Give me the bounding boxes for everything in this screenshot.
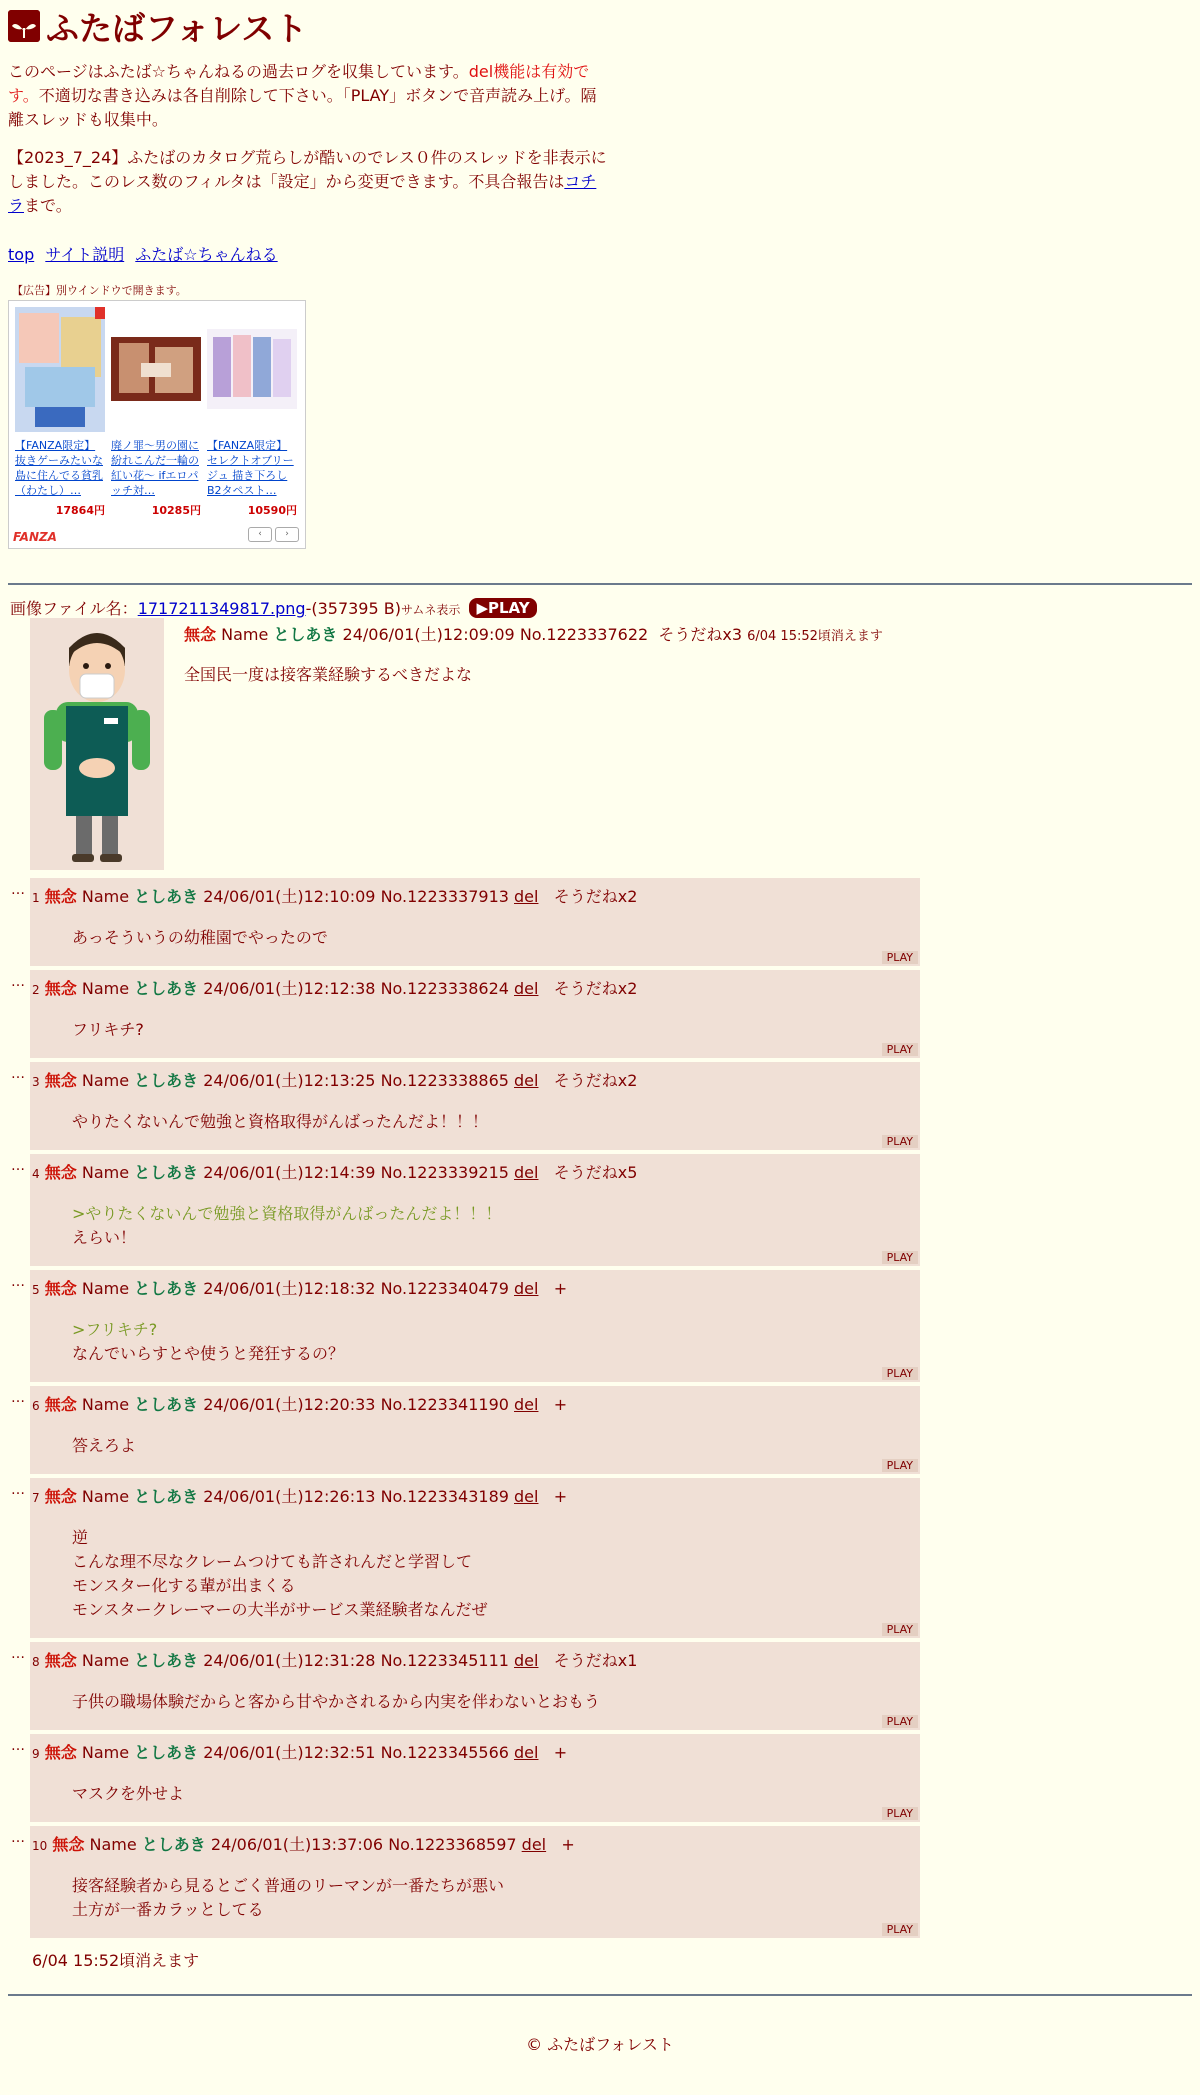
reply-play-button[interactable]: PLAY: [882, 1923, 918, 1936]
reply-body: [72, 1782, 184, 1806]
ad-next-button[interactable]: ›: [275, 527, 299, 542]
reply-soudane[interactable]: +: [553, 1743, 568, 1762]
reply-date: 24/06/01(土)12:32:51: [203, 1743, 376, 1762]
site-title: ふたばフォレスト: [46, 8, 308, 48]
reply-quote-line: >やりたくないんで勉強と資格取得がんばったんだよ！！！: [72, 1204, 502, 1223]
op-expire: 6/04 15:52頃消えます: [747, 629, 883, 644]
reply-soudane[interactable]: +: [553, 1279, 568, 1298]
reply: [11, 1270, 920, 1382]
reply-number[interactable]: No.1223338624: [380, 979, 509, 998]
reply-date: 24/06/01(土)12:26:13: [203, 1487, 376, 1506]
reply-body: [72, 1202, 501, 1250]
reply-index: 7: [32, 1491, 40, 1505]
reply-line: 接客経験者から見るとごく普通のリーマンが一番たちが悪い: [72, 1876, 505, 1895]
site-notice: [8, 60, 608, 132]
ad-price: 10590円: [247, 504, 297, 517]
report-link[interactable]: コチラ: [8, 172, 597, 215]
ad-thumbnail[interactable]: [207, 307, 297, 432]
reply-del-link[interactable]: del: [521, 1835, 547, 1854]
reply: [11, 1478, 920, 1638]
reply-header: [32, 1832, 575, 1855]
nav-top-link[interactable]: top: [8, 245, 35, 264]
divider: [8, 583, 1192, 585]
reply-menu-dots[interactable]: …: [11, 1158, 25, 1174]
reply-header: [32, 1484, 567, 1507]
nav-links: [8, 242, 608, 265]
reply-play-button[interactable]: PLAY: [882, 1715, 918, 1728]
reply-body: [72, 926, 328, 950]
reply-line: マスクを外せよ: [72, 1784, 185, 1803]
reply-number[interactable]: No.1223368597: [388, 1835, 517, 1854]
reply-index: 10: [32, 1839, 48, 1853]
reply: [11, 1734, 920, 1822]
reply-line: 逆: [72, 1528, 89, 1547]
reply-number[interactable]: No.1223339215: [380, 1163, 509, 1182]
reply-subject: 無念: [44, 1279, 77, 1298]
reply-del-link[interactable]: del: [514, 1487, 539, 1506]
reply-name-label: Name: [81, 979, 130, 998]
reply-index: 8: [32, 1655, 40, 1669]
reply-header: [32, 1648, 637, 1671]
reply-name: としあき: [141, 1835, 206, 1854]
reply-header: [32, 1160, 637, 1183]
nav-futaba-link[interactable]: ふたば☆ちゃんねる: [135, 245, 278, 264]
reply-play-button[interactable]: PLAY: [882, 1135, 918, 1148]
ad-cover-image: [207, 307, 297, 432]
divider: [8, 1994, 1192, 1996]
reply-name-label: Name: [81, 1743, 130, 1762]
reply-line: あっそういうの幼稚園でやったので: [72, 928, 328, 947]
reply-name: としあき: [134, 1071, 199, 1090]
ad-thumbnail[interactable]: [15, 307, 105, 432]
reply-body: [72, 1110, 488, 1134]
reply-date: 24/06/01(土)12:18:32: [203, 1279, 376, 1298]
reply-menu-dots[interactable]: …: [11, 1066, 25, 1082]
reply-number[interactable]: No.1223341190: [380, 1395, 509, 1414]
reply-number[interactable]: No.1223338865: [380, 1071, 509, 1090]
op-header: [184, 622, 883, 645]
reply-menu-dots[interactable]: …: [11, 1830, 25, 1846]
fanza-logo: FANZA: [13, 530, 57, 544]
ad-item[interactable]: [15, 307, 105, 518]
reply-name-label: Name: [81, 1651, 130, 1670]
reply-del-link[interactable]: del: [514, 1395, 539, 1414]
reply: [11, 878, 920, 966]
reply-quote-line: >フリキチ?: [72, 1320, 158, 1339]
reply-index: 2: [32, 983, 40, 997]
reply-name-label: Name: [81, 1487, 130, 1506]
reply-del-link[interactable]: del: [514, 1743, 539, 1762]
clerk-illustration: [30, 618, 164, 870]
thread-expire: 6/04 15:52頃消えます: [32, 1951, 200, 1970]
reply-body: [72, 1526, 488, 1622]
update-notice: [8, 146, 608, 218]
file-label: 画像ファイル名：: [10, 599, 138, 618]
reply-line: 土方が一番カラッとしてる: [72, 1900, 264, 1919]
reply-body: [72, 1434, 136, 1458]
reply-soudane[interactable]: そうだねx2: [553, 887, 638, 906]
op-name-label: Name: [221, 625, 269, 644]
reply-number[interactable]: No.1223337913: [380, 887, 509, 906]
reply-body: [72, 1690, 600, 1714]
reply-name: としあき: [134, 887, 199, 906]
reply-line: モンスタークレーマーの大半がサービス業経験者なんだぜ: [72, 1600, 488, 1619]
reply-name-label: Name: [89, 1835, 137, 1854]
reply-body: [72, 1018, 144, 1042]
reply-header: [32, 976, 637, 999]
reply-subject: 無念: [44, 979, 77, 998]
footer: © ふたばフォレスト: [526, 2035, 674, 2054]
site-header: [8, 6, 608, 265]
reply-date: 24/06/01(土)12:10:09: [203, 887, 376, 906]
reply-header: [32, 1392, 567, 1415]
reply-soudane[interactable]: +: [553, 1395, 568, 1414]
ad-title[interactable]: 廃ノ罪〜男の園に紛れこんだ一輪の紅い花〜 ifエロパッチ対…: [111, 439, 199, 497]
reply-soudane[interactable]: +: [553, 1487, 568, 1506]
reply-del-link[interactable]: del: [514, 1279, 539, 1298]
ad-arrows: [248, 527, 299, 542]
ad-cover-image: [111, 307, 201, 432]
reply-play-button[interactable]: PLAY: [882, 1459, 918, 1472]
reply-date: 24/06/01(土)12:31:28: [203, 1651, 376, 1670]
reply-name: としあき: [134, 1487, 199, 1506]
reply-subject: 無念: [44, 1487, 77, 1506]
reply-subject: 無念: [44, 1071, 77, 1090]
reply-subject: 無念: [44, 1163, 77, 1182]
ad-thumbnail[interactable]: [111, 307, 201, 432]
nav-about-link[interactable]: サイト説明: [45, 245, 125, 264]
reply-menu-dots[interactable]: …: [11, 1738, 25, 1754]
reply-menu-dots[interactable]: …: [11, 1482, 25, 1498]
reply-menu-dots[interactable]: …: [11, 1646, 25, 1662]
ad-title[interactable]: 【FANZA限定】抜きゲーみたいな島に住んでる貧乳（わたし）…: [15, 439, 103, 497]
file-info: [10, 596, 537, 619]
op-soudane[interactable]: そうだねx3: [658, 625, 743, 644]
reply-line: モンスター化する輩が出まくる: [72, 1576, 296, 1595]
ad-title[interactable]: 【FANZA限定】セレクトオブリージュ 描き下ろしB2タペスト…: [207, 439, 294, 497]
reply-del-link[interactable]: del: [514, 1163, 539, 1182]
reply-soudane[interactable]: そうだねx2: [553, 1071, 638, 1090]
ad-box: [8, 300, 306, 549]
reply-soudane[interactable]: そうだねx2: [553, 979, 638, 998]
reply-header: [32, 1740, 567, 1763]
reply-index: 6: [32, 1399, 40, 1413]
reply-line: 子供の職場体験だからと客から甘やかされるから内実を伴わないとおもう: [72, 1692, 601, 1711]
reply-line: 答えろよ: [72, 1436, 137, 1455]
reply-header: [32, 1068, 637, 1091]
ad-caption: 【広告】別ウインドウで開きます。: [12, 284, 187, 297]
reply-subject: 無念: [52, 1835, 85, 1854]
leaf-logo-icon: [8, 10, 40, 42]
update-notice-end: まで。: [24, 196, 72, 215]
reply-del-link[interactable]: del: [514, 1071, 539, 1090]
reply-date: 24/06/01(土)12:14:39: [203, 1163, 376, 1182]
reply-soudane[interactable]: そうだねx5: [553, 1163, 638, 1182]
reply-number[interactable]: No.1223340479: [380, 1279, 509, 1298]
reply-number[interactable]: No.1223345566: [380, 1743, 509, 1762]
notice-del-text: del機能は有効です。: [8, 62, 590, 105]
reply-del-link[interactable]: del: [514, 1651, 539, 1670]
reply-index: 5: [32, 1283, 40, 1297]
reply-soudane[interactable]: +: [561, 1835, 575, 1854]
op-subject: 無念: [184, 625, 217, 644]
reply-line: こんな理不尽なクレームつけても許されんだと学習して: [72, 1552, 473, 1571]
notice-text-rest: 不適切な書き込みは各自削除して下さい。「PLAY」ボタンで音声読み上げ。隔離スレッドも収集中。: [8, 86, 597, 129]
reply-date: 24/06/01(土)13:37:06: [210, 1835, 384, 1854]
reply-date: 24/06/01(土)12:13:25: [203, 1071, 376, 1090]
file-size: -(357395 B): [305, 599, 401, 618]
reply-play-button[interactable]: PLAY: [882, 1367, 918, 1380]
op-date: 24/06/01(土)12:09:09: [342, 625, 515, 644]
reply-menu-dots[interactable]: …: [11, 1390, 25, 1406]
reply-name: としあき: [134, 1395, 199, 1414]
reply-line: やりたくないんで勉強と資格取得がんばったんだよ！！！: [72, 1112, 489, 1131]
reply-menu-dots[interactable]: …: [11, 882, 25, 898]
reply-date: 24/06/01(土)12:12:38: [203, 979, 376, 998]
reply-menu-dots[interactable]: …: [11, 1274, 25, 1290]
reply-name-label: Name: [81, 1395, 130, 1414]
op-play-button[interactable]: ▶PLAY: [469, 598, 536, 618]
reply-body: [72, 1874, 504, 1922]
reply-del-link[interactable]: del: [514, 979, 539, 998]
reply-subject: 無念: [44, 1743, 77, 1762]
reply-name: としあき: [134, 1279, 199, 1298]
reply-name: としあき: [134, 979, 199, 998]
logo-row: [8, 6, 608, 46]
reply-line: なんでいらすとや使うと発狂するの？: [72, 1344, 345, 1363]
reply-subject: 無念: [44, 1651, 77, 1670]
reply-subject: 無念: [44, 1395, 77, 1414]
reply-index: 1: [32, 891, 40, 905]
reply: [11, 1386, 920, 1474]
reply: [11, 1154, 920, 1266]
reply-subject: 無念: [44, 887, 77, 906]
reply-line: えらい！: [72, 1228, 137, 1247]
reply-date: 24/06/01(土)12:20:33: [203, 1395, 376, 1414]
reply-name-label: Name: [81, 1279, 130, 1298]
reply-name: としあき: [134, 1651, 199, 1670]
reply-menu-dots[interactable]: …: [11, 974, 25, 990]
reply-name-label: Name: [81, 887, 130, 906]
reply-index: 4: [32, 1167, 40, 1181]
reply-index: 9: [32, 1747, 40, 1761]
reply-name: としあき: [134, 1743, 199, 1762]
reply-name: としあき: [134, 1163, 199, 1182]
reply-header: [32, 1276, 567, 1299]
reply: [11, 970, 920, 1058]
ad-cover-image: [15, 307, 105, 432]
reply-index: 3: [32, 1075, 40, 1089]
reply-play-button[interactable]: PLAY: [882, 1623, 918, 1636]
reply-body: [72, 1318, 344, 1366]
reply: [11, 1826, 920, 1938]
op-body: 全国民一度は接客業経験するべきだよな: [184, 665, 473, 684]
ad-item[interactable]: [207, 307, 297, 518]
reply-line: フリキチ?: [72, 1020, 144, 1039]
reply: [11, 1642, 920, 1730]
file-link[interactable]: 1717211349817.png: [137, 599, 306, 618]
ad-price: 17864円: [55, 504, 105, 517]
reply: [11, 1062, 920, 1150]
thumb-label: サムネ表示: [400, 603, 461, 617]
reply-name-label: Name: [81, 1163, 130, 1182]
ad-price: 10285円: [151, 504, 201, 517]
notice-text: このページはふたば☆ちゃんねるの過去ログを収集しています。: [8, 62, 469, 81]
reply-play-button[interactable]: PLAY: [882, 1251, 918, 1264]
reply-number[interactable]: No.1223345111: [380, 1651, 509, 1670]
reply-play-button[interactable]: PLAY: [882, 1043, 918, 1056]
reply-name-label: Name: [81, 1071, 130, 1090]
reply-del-link[interactable]: del: [514, 887, 539, 906]
ad-item[interactable]: [111, 307, 201, 518]
op-number[interactable]: No.1223337622: [519, 625, 649, 644]
reply-play-button[interactable]: PLAY: [882, 1807, 918, 1820]
reply-soudane[interactable]: そうだねx1: [553, 1651, 638, 1670]
ad-prev-button[interactable]: ‹: [248, 527, 272, 542]
op-image[interactable]: [30, 618, 164, 870]
reply-number[interactable]: No.1223343189: [380, 1487, 509, 1506]
update-notice-text: 【2023_7_24】ふたばのカタログ荒らしが酷いのでレス０件のスレッドを非表示にしました。このレス数のフィルタは「設定」から変更できます。不具合報告は: [8, 148, 607, 191]
reply-header: [32, 884, 637, 907]
reply-play-button[interactable]: PLAY: [882, 951, 918, 964]
op-name: としあき: [273, 625, 338, 644]
